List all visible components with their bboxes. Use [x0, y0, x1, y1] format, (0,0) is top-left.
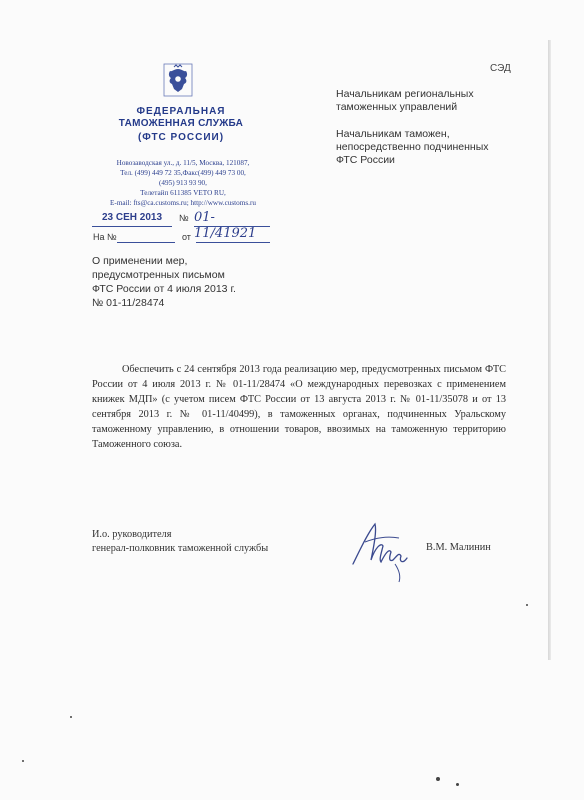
org-line-3: (ФТС РОССИИ) [137, 132, 225, 143]
subject-line: ФТС России от 4 июля 2013 г. [92, 283, 236, 295]
addressee-line: Начальникам таможен, [336, 128, 450, 140]
org-line-2: ТАМОЖЕННАЯ СЛУЖБА [118, 118, 244, 129]
scan-speck [22, 760, 24, 762]
address-line: (495) 913 93 90, [159, 179, 207, 187]
address-line: Телетайп 611385 VETO RU, [140, 189, 226, 197]
signatory-title-line: генерал-полковник таможенной службы [92, 543, 269, 554]
sed-mark: СЭД [490, 63, 511, 74]
org-address [95, 158, 271, 208]
handwritten-signature [345, 512, 415, 587]
address-line: Новозаводская ул., д. 11/5, Москва, 121087, [116, 159, 250, 167]
addressee-regional [336, 88, 474, 114]
signatory-title-line: И.о. руководителя [92, 529, 172, 540]
scan-speck [526, 604, 528, 606]
coat-of-arms-icon [160, 62, 196, 98]
registration-date: 23 СЕН 2013 [92, 210, 172, 227]
signatory-name: В.М. Малинин [426, 542, 491, 553]
reference-number-label: На № [93, 232, 117, 242]
registration-number: 01-11/41921 [194, 210, 270, 227]
addressee-customs [336, 128, 489, 167]
reference-date-blank [196, 242, 270, 243]
reference-number-blank [117, 242, 175, 243]
addressee-line: таможенных управлений [336, 101, 458, 113]
subject-line: предусмотренных письмом [92, 269, 225, 281]
addressee-line: Начальникам региональных [336, 88, 474, 100]
address-line: E-mail: fts@ca.customs.ru; http://www.customs.ru [110, 199, 256, 207]
org-line-1: ФЕДЕРАЛЬНАЯ [136, 106, 226, 117]
addressee-line: непосредственно подчиненных [336, 141, 489, 153]
scan-speck [70, 716, 72, 718]
addressee-line: ФТС России [336, 154, 395, 166]
registration-number-label: № [179, 213, 189, 223]
scan-speck [456, 783, 459, 786]
scan-speck [436, 777, 440, 781]
organization-name [96, 106, 266, 145]
address-line: Тел. (499) 449 72 35,Факс(499) 449 73 00, [120, 169, 246, 177]
subject-line: № 01-11/28474 [92, 297, 165, 309]
letter-body: Обеспечить с 24 сентября 2013 года реализацию мер, предусмотренных письмом ФТС России от 4 июля 2013 г. № 01-11/28474 «О международных перевозках с применением книжек МДП» (с учетом писем ФТС России от 13 августа 2013 г. № 01-11/35078 и от 13 сентября 2013 г. № 01-11/40499), в таможенных органах, подчиненных Уральскому таможенному управлению, в отношении товаров, ввозимых на таможенную территорию Таможенного союза. [92, 364, 506, 450]
scan-edge [548, 40, 551, 660]
signatory-title [92, 528, 268, 556]
letter-subject [92, 254, 236, 310]
reference-date-label: от [182, 232, 191, 242]
subject-line: О применении мер, [92, 255, 188, 267]
